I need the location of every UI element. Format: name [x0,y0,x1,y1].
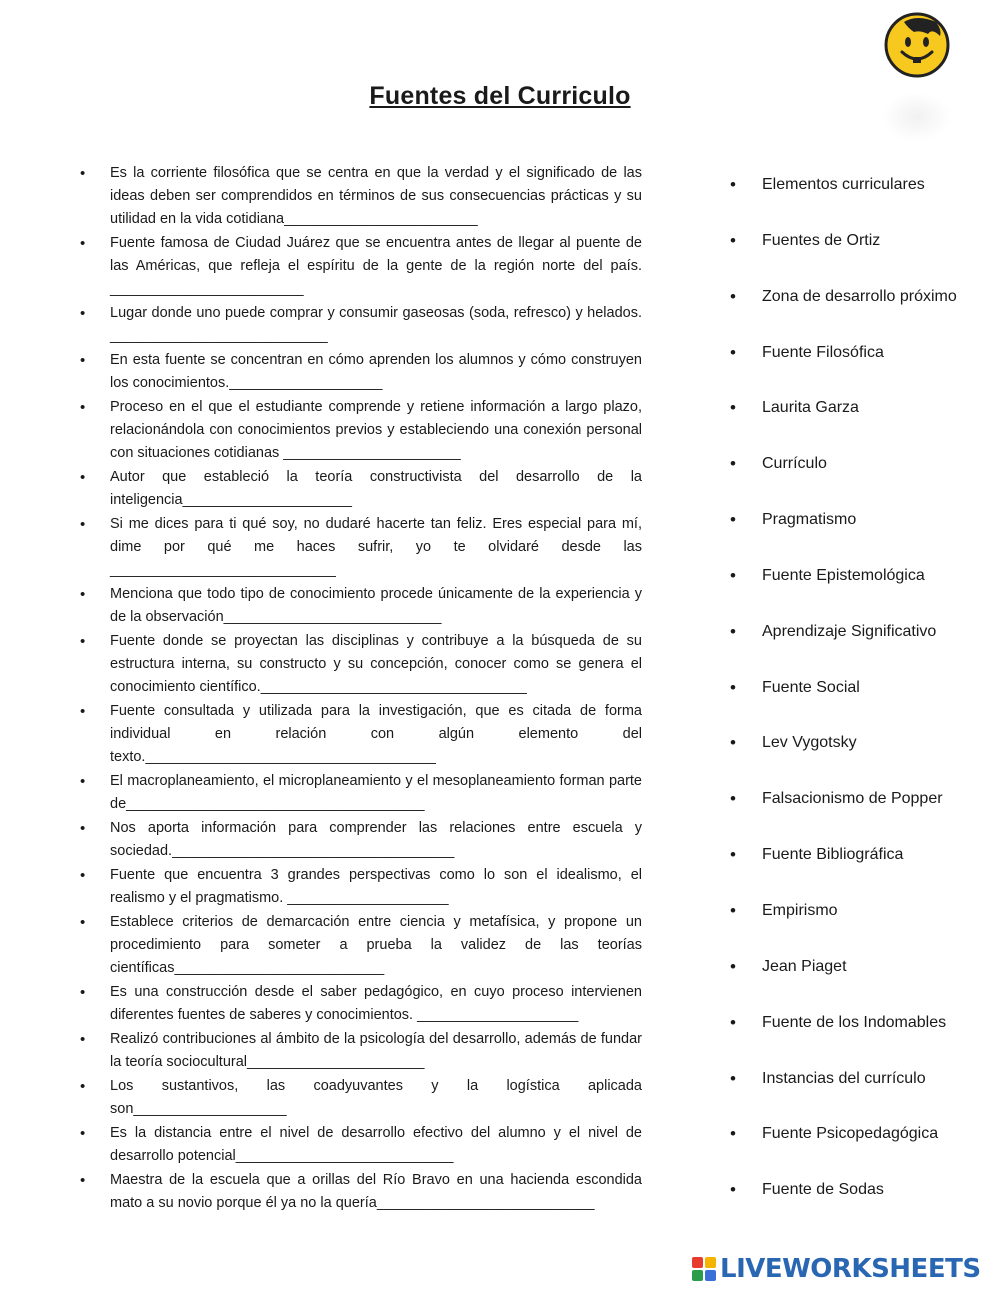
brand-name: LIVEWORKSHEETS [720,1254,981,1284]
question-item[interactable]: • Es la corriente filosófica que se centra en que la verdad y el significado de las ideas deben ser comprendidos en términos de sus consecuencias prácticas y su utilidad en la vida cotidiana________________________ [80,162,642,231]
question-item[interactable]: • Fuente consultada y utilizada para la investigación, que es citada de forma individual en relación con algún elemento del texto.____________________________________ [80,700,642,769]
logo-block [692,1270,703,1281]
question-item[interactable]: • Fuente que encuentra 3 grandes perspectivas como lo son el idealismo, el realismo y el pragmatismo. ____________________ [80,864,642,910]
smiley-face-icon [884,12,950,78]
question-item[interactable]: • Fuente famosa de Ciudad Juárez que se encuentra antes de llegar al puente de las Américas, que refleja el espíritu de la gente de la región norte del país. ________________________ [80,232,642,301]
question-item[interactable]: • Es la distancia entre el nivel de desarrollo efectivo del alumno y el nivel de desarrollo potencial___________________________ [80,1122,642,1168]
question-item[interactable]: • Es una construcción desde el saber pedagógico, en cuyo proceso intervienen diferentes fuentes de saberes y conocimientos. ____________________ [80,981,642,1027]
answer-option[interactable]: • Aprendizaje Significativo [730,619,990,675]
answer-option[interactable]: • Fuente Filosófica [730,340,990,396]
answer-option[interactable]: • Fuente Social [730,675,990,731]
answer-option[interactable]: • Elementos curriculares [730,172,990,228]
answer-option[interactable]: • Falsacionismo de Popper [730,786,990,842]
question-list [80,162,642,1216]
question-item[interactable]: • Proceso en el que el estudiante comprende y retiene información a largo plazo, relacionándola con conocimientos previos y estableciendo una conexión personal con situaciones cotidianas ______________________ [80,396,642,465]
answer-option[interactable]: • Fuente de Sodas [730,1177,990,1233]
logo-block [705,1270,716,1281]
question-item[interactable]: • Los sustantivos, las coadyuvantes y la logística aplicada son___________________ [80,1075,642,1121]
liveworksheets-logo[interactable] [692,1254,992,1284]
logo-block [705,1257,716,1268]
question-item[interactable]: • Lugar donde uno puede comprar y consumir gaseosas (soda, refresco) y helados. ___________________________ [80,302,642,348]
question-item[interactable]: • Menciona que todo tipo de conocimiento procede únicamente de la experiencia y de la observación___________________________ [80,583,642,629]
question-item[interactable]: • Nos aporta información para comprender las relaciones entre escuela y sociedad.___________________________________ [80,817,642,863]
answer-option[interactable]: • Fuentes de Ortiz [730,228,990,284]
answer-option[interactable]: • Instancias del currículo [730,1066,990,1122]
question-item[interactable]: • En esta fuente se concentran en cómo aprenden los alumnos y cómo construyen los conocimientos.___________________ [80,349,642,395]
question-item[interactable]: • Fuente donde se proyectan las disciplinas y contribuye a la búsqueda de su estructura interna, su constructo y su concepción, conocer como se genera el conocimiento científico._________________________________ [80,630,642,699]
question-item[interactable]: • Establece criterios de demarcación entre ciencia y metafísica, y propone un procedimiento para someter a prueba la validez de las teorías científicas__________________________ [80,911,642,980]
logo-block [692,1257,703,1268]
answer-option[interactable]: • Fuente de los Indomables [730,1010,990,1066]
question-item[interactable]: • Autor que estableció la teoría constructivista del desarrollo de la inteligencia_____________________ [80,466,642,512]
answer-option[interactable]: • Lev Vygotsky [730,730,990,786]
answer-option[interactable]: • Fuente Psicopedagógica [730,1121,990,1177]
page-title: Fuentes del Curriculo [369,82,631,110]
question-item[interactable]: • El macroplaneamiento, el microplaneamiento y el mesoplaneamiento forman parte de_____________________________________ [80,770,642,816]
logo-blocks-icon [692,1257,716,1281]
answer-option[interactable]: • Pragmatismo [730,507,990,563]
answer-option[interactable]: • Jean Piaget [730,954,990,1010]
answer-bank [730,172,990,1233]
question-item[interactable]: • Realizó contribuciones al ámbito de la psicología del desarrollo, además de fundar la teoría sociocultural______________________ [80,1028,642,1074]
question-item[interactable]: • Si me dices para ti qué soy, no dudaré hacerte tan feliz. Eres especial para mí, dime por qué me haces sufrir, yo te olvidaré desde las ____________________________ [80,513,642,582]
answer-option[interactable]: • Empirismo [730,898,990,954]
answer-option[interactable]: • Fuente Epistemológica [730,563,990,619]
question-item[interactable]: • Maestra de la escuela que a orillas del Río Bravo en una hacienda escondida mato a su novio porque él ya no la quería___________________________ [80,1169,642,1215]
answer-option[interactable]: • Laurita Garza [730,395,990,451]
answer-option[interactable]: • Currículo [730,451,990,507]
answer-option[interactable]: • Fuente Bibliográfica [730,842,990,898]
answer-option[interactable]: • Zona de desarrollo próximo [730,284,990,340]
